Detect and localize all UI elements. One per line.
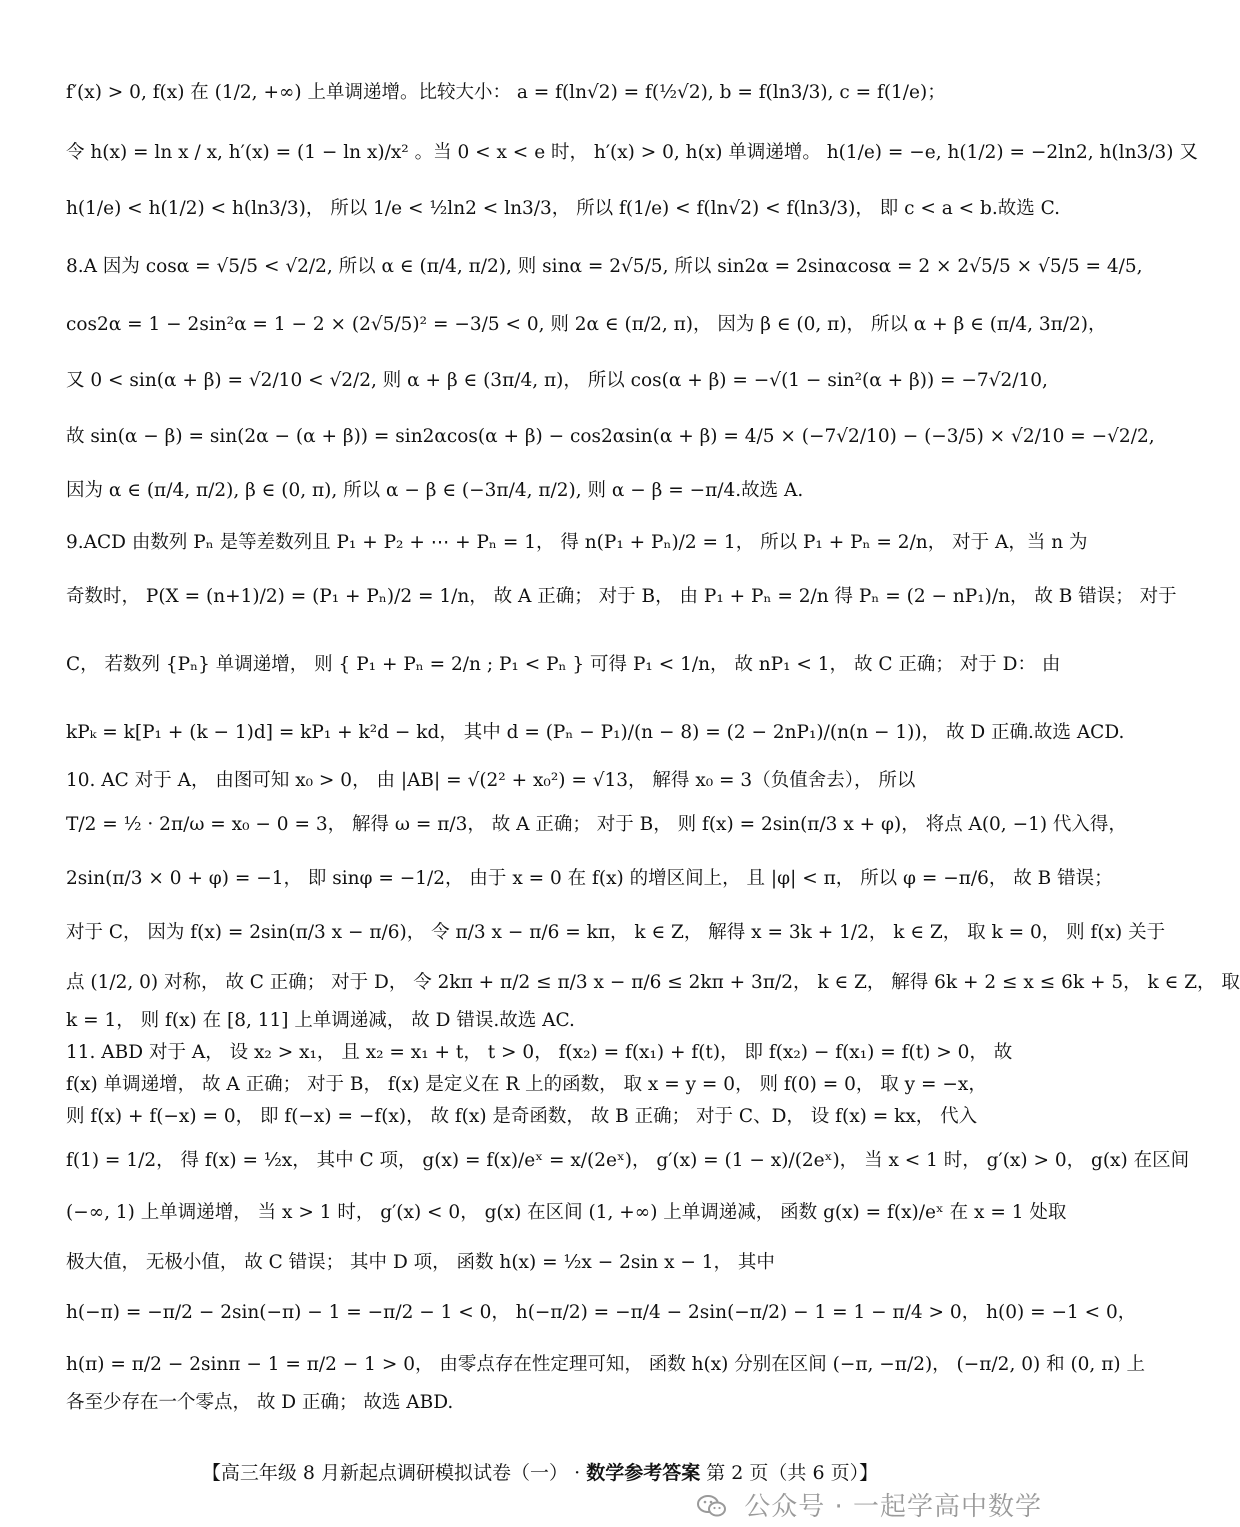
text-line: k = 1， 则 f(x) 在 [8, 11] 上单调递减， 故 D 错误.故选 AC. xyxy=(66,1010,575,1031)
answer-10-line: 10. AC 对于 A， 由图可知 x₀ > 0， 由 |AB| = √(2² + x₀²) = √13， 解得 x₀ = 3（负值舍去）， 所以 xyxy=(66,770,916,791)
text-line: 又 0 < sin(α + β) = √2/10 < √2/2, 则 α + β ∈ (3π/4, π)， 所以 cos(α + β) = −√(1 − sin²(α + β)) = −7√2/10, xyxy=(66,370,1048,391)
watermark xyxy=(697,1486,1042,1523)
text-line: f′(x) > 0, f(x) 在 (1/2, +∞) 上单调递增。比较大小： a = f(ln√2) = f(½√2), b = f(ln3/3), c = f(1/e)； xyxy=(66,82,946,103)
text-line: f(x) 单调递增， 故 A 正确； 对于 B， f(x) 是定义在 R 上的函数， 取 x = y = 0， 则 f(0) = 0， 取 y = −x， xyxy=(66,1074,987,1095)
text-line: 各至少存在一个零点， 故 D 正确； 故选 ABD. xyxy=(66,1392,454,1413)
answer-9-line: 9.ACD 由数列 Pₙ 是等差数列且 P₁ + P₂ + ⋯ + Pₙ = 1， 得 n(P₁ + Pₙ)/2 = 1， 所以 P₁ + Pₙ = 2/n， 对于 A，当 n 为 xyxy=(66,532,1088,553)
text-line: 则 f(x) + f(−x) = 0， 即 f(−x) = −f(x)， 故 f(x) 是奇函数， 故 B 正确； 对于 C、D， 设 f(x) = kx， 代入 xyxy=(66,1106,978,1127)
wechat-icon xyxy=(697,1494,727,1518)
text-line: 因为 α ∈ (π/4, π/2), β ∈ (0, π), 所以 α − β ∈ (−3π/4, π/2), 则 α − β = −π/4.故选 A. xyxy=(66,480,804,501)
text-line: cos2α = 1 − 2sin²α = 1 − 2 × (2√5/5)² = −3/5 < 0, 则 2α ∈ (π/2, π)， 因为 β ∈ (0, π)， 所以 α + β ∈ (π/4, 3π/2)， xyxy=(66,314,1107,335)
footer-dot: · xyxy=(574,1462,581,1484)
text-line: 奇数时， P(X = (n+1)/2) = (P₁ + Pₙ)/2 = 1/n， 故 A 正确； 对于 B， 由 P₁ + Pₙ = 2/n 得 Pₙ = (2 − nP₁)/n， 故 B 错误； 对于 xyxy=(66,586,1177,607)
text-line: h(π) = π/2 − 2sinπ − 1 = π/2 − 1 > 0， 由零点存在性定理可知， 函数 h(x) 分别在区间 (−π, −π/2)， (−π/2, 0) 和 (0, π) 上 xyxy=(66,1354,1145,1375)
footer-page-number: 第 2 页（共 6 页）】 xyxy=(706,1462,879,1484)
text-line: 对于 C， 因为 f(x) = 2sin(π/3 x − π/6)， 令 π/3 x − π/6 = kπ， k ∈ Z， 解得 x = 3k + 1/2， k ∈ Z， 取 k = 0， 则 f(x) 关于 xyxy=(66,922,1166,943)
footer-title: 【高三年级 8 月新起点调研模拟试卷（一） xyxy=(201,1462,569,1484)
text-line: h(−π) = −π/2 − 2sin(−π) − 1 = −π/2 − 1 < 0， h(−π/2) = −π/4 − 2sin(−π/2) − 1 = 1 − π/4 > 0， h(0) = −1 < 0， xyxy=(66,1302,1137,1323)
text-line: 2sin(π/3 × 0 + φ) = −1， 即 sinφ = −1/2， 由于 x = 0 在 f(x) 的增区间上， 且 |φ| < π， 所以 φ = −π/6， 故 B 错误； xyxy=(66,868,1113,889)
text-line: C， 若数列 {Pₙ} 单调递增， 则 { P₁ + Pₙ = 2/n ; P₁ < Pₙ } 可得 P₁ < 1/n， 故 nP₁ < 1， 故 C 正确； 对于 D： 由 xyxy=(66,654,1061,675)
watermark-text: 公众号 · 一起学高中数学 xyxy=(744,1492,1042,1522)
text-line: h(1/e) < h(1/2) < h(ln3/3)， 所以 1/e < ½ln2 < ln3/3， 所以 f(1/e) < f(ln√2) < f(ln3/3)， 即 c < a < b.故选 C. xyxy=(66,198,1061,219)
text-line: kPₖ = k[P₁ + (k − 1)d] = kP₁ + k²d − kd， 其中 d = (Pₙ − P₁)/(n − 8) = (2 − 2nP₁)/(n(n − 1))， 故 D 正确.故选 ACD. xyxy=(66,722,1125,743)
answer-8-line: 8.A 因为 cosα = √5/5 < √2/2, 所以 α ∈ (π/4, π/2), 则 sinα = 2√5/5, 所以 sin2α = 2sinαcosα = 2 × 2√5/5 × √5/5 = 4/5, xyxy=(66,256,1143,277)
text-line: 点 (1/2, 0) 对称， 故 C 正确； 对于 D， 令 2kπ + π/2 ≤ π/3 x − π/6 ≤ 2kπ + 3π/2， k ∈ Z， 解得 6k + 2 ≤ x ≤ 6k + 5， k ∈ Z， 取 xyxy=(66,972,1240,993)
text-line: 令 h(x) = ln x / x, h′(x) = (1 − ln x)/x² 。当 0 < x < e 时， h′(x) > 0, h(x) 单调递增。 h(1/e) = −e, h(1/2) = −2ln2, h(ln3/3) 又 xyxy=(66,142,1198,163)
text-line: (−∞, 1) 上单调递增， 当 x > 1 时， g′(x) < 0， g(x) 在区间 (1, +∞) 上单调递减， 函数 g(x) = f(x)/eˣ 在 x = 1 处取 xyxy=(66,1202,1067,1223)
page-footer xyxy=(0,1458,1080,1485)
text-line: 极大值， 无极小值， 故 C 错误； 其中 D 项， 函数 h(x) = ½x − 2sin x − 1， 其中 xyxy=(66,1252,775,1273)
text-line: 故 sin(α − β) = sin(2α − (α + β)) = sin2αcos(α + β) − cos2αsin(α + β) = 4/5 × (−7√2/10) − (−3/5) × √2/10 = −√2/2, xyxy=(66,426,1155,447)
footer-subject: 数学参考答案 xyxy=(586,1462,701,1484)
answer-11-line: 11. ABD 对于 A， 设 x₂ > x₁， 且 x₂ = x₁ + t， t > 0， f(x₂) = f(x₁) + f(t)， 即 f(x₂) − f(x₁) = f(t) > 0， 故 xyxy=(66,1042,1013,1063)
text-line: f(1) = 1/2， 得 f(x) = ½x， 其中 C 项， g(x) = f(x)/eˣ = x/(2eˣ)， g′(x) = (1 − x)/(2eˣ)， 当 x < 1 时， g′(x) > 0， g(x) 在区间 xyxy=(66,1150,1190,1171)
text-line: T/2 = ½ · 2π/ω = x₀ − 0 = 3， 解得 ω = π/3， 故 A 正确； 对于 B， 则 f(x) = 2sin(π/3 x + φ)， 将点 A(0, −1) 代入得， xyxy=(66,814,1127,835)
